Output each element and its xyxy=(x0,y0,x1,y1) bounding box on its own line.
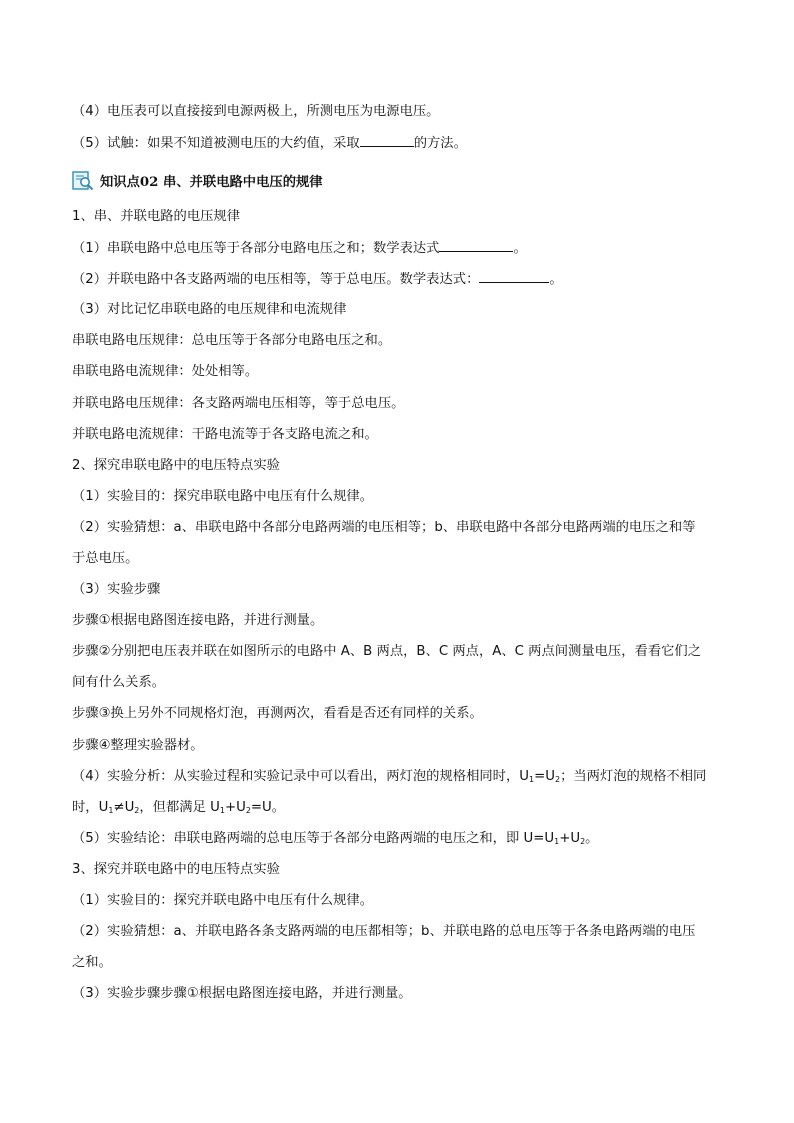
section1-item-2-tail: 。 xyxy=(549,272,563,287)
analysis-text-b: =U xyxy=(534,769,555,784)
subscript: 1 xyxy=(219,806,225,815)
analysis-text-c: ；当两灯泡的规格不相同 xyxy=(560,769,707,784)
section1-item-1-tail: 。 xyxy=(513,241,527,256)
analysis-text-f: ，但都满足 U xyxy=(139,800,220,815)
conclusion-text-c: 。 xyxy=(585,831,599,846)
intro-item-5-text: （5）试触：如果不知道被测电压的大约值，采取 xyxy=(72,136,360,151)
section1-item-3: （3）对比记忆串联电路的电压规律和电流规律 xyxy=(72,302,347,317)
subscript: 2 xyxy=(245,806,251,815)
section2-step-2-line2: 间有什么关系。 xyxy=(72,675,166,690)
knowledge-point-title: 知识点02 串、并联电路中电压的规律 xyxy=(100,174,323,190)
intro-item-4: （4）电压表可以直接接到电源两极上，所测电压为电源电压。 xyxy=(72,104,440,119)
knowledge-point-heading xyxy=(72,167,323,193)
analysis-text-a: （4）实验分析：从实验过程和实验记录中可以看出，两灯泡的规格相同时，U xyxy=(72,769,529,784)
section1-heading: 1、串、并联电路的电压规律 xyxy=(72,209,241,224)
rule-series-voltage: 串联电路电压规律：总电压等于各部分电路电压之和。 xyxy=(72,333,392,348)
subscript: 2 xyxy=(580,837,586,846)
magnifier-book-icon xyxy=(72,169,94,191)
intro-item-5-tail: 的方法。 xyxy=(413,136,467,151)
section3-steps: （3）实验步骤步骤①根据电路图连接电路，并进行测量。 xyxy=(72,986,412,1001)
section3-hypothesis-line2: 之和。 xyxy=(72,955,112,970)
rule-parallel-current: 并联电路电流规律：干路电流等于各支路电流之和。 xyxy=(72,427,378,442)
section1-item-1 xyxy=(72,238,724,259)
section3-heading: 3、探究并联电路中的电压特点实验 xyxy=(72,862,280,877)
section2-heading: 2、探究串联电路中的电压特点实验 xyxy=(72,458,280,473)
analysis-text-e: ≠U xyxy=(113,800,135,815)
analysis-text-d: 时，U xyxy=(72,800,109,815)
section2-analysis-line2 xyxy=(72,798,724,821)
subscript: 2 xyxy=(554,775,561,784)
section1-item-2-text: （2）并联电路中各支路两端的电压相等，等于总电压。数学表达式： xyxy=(72,272,480,287)
section1-item-2 xyxy=(72,269,724,290)
subscript: 1 xyxy=(529,775,535,784)
subscript: 2 xyxy=(134,806,140,815)
section2-step-2-line1: 步骤②分别把电压表并联在如图所示的电路中 A、B 两点，B、C 两点，A、C 两点间测量电压，看看它们之 xyxy=(72,644,702,659)
subscript: 1 xyxy=(108,806,114,815)
section2-step-4: 步骤④整理实验器材。 xyxy=(72,738,204,753)
section2-analysis-line1 xyxy=(72,767,724,790)
conclusion-text-b: +U xyxy=(559,831,581,846)
section2-hypothesis-line1: （2）实验猜想：a、串联电路中各部分电路两端的电压相等；b、串联电路中各部分电路两端的电压之和等 xyxy=(72,520,696,535)
fill-blank xyxy=(439,238,513,252)
section2-purpose: （1）实验目的：探究串联电路中电压有什么规律。 xyxy=(72,489,373,504)
section2-steps-heading: （3）实验步骤 xyxy=(72,582,161,597)
section3-hypothesis-line1: （2）实验猜想：a、并联电路各条支路两端的电压都相等；b、并联电路的总电压等于各条电路两端的电压 xyxy=(72,924,696,939)
analysis-text-g: +U xyxy=(224,800,246,815)
fill-blank xyxy=(360,133,414,147)
section2-step-3: 步骤③换上另外不同规格灯泡，再测两次，看看是否还有同样的关系。 xyxy=(72,706,483,721)
rule-parallel-voltage: 并联电路电压规律：各支路两端电压相等，等于总电压。 xyxy=(72,396,405,411)
section2-hypothesis-line2: 于总电压。 xyxy=(72,551,139,566)
section1-item-1-text: （1）串联电路中总电压等于各部分电路电压之和；数学表达式 xyxy=(72,241,440,256)
section2-step-1: 步骤①根据电路图连接电路，并进行测量。 xyxy=(72,613,324,628)
rule-series-current: 串联电路电流规律：处处相等。 xyxy=(72,364,259,379)
fill-blank xyxy=(479,269,549,283)
section3-purpose: （1）实验目的：探究并联电路中电压有什么规律。 xyxy=(72,893,373,908)
intro-item-5 xyxy=(72,133,724,154)
section2-conclusion xyxy=(72,829,724,852)
conclusion-text-a: （5）实验结论：串联电路两端的总电压等于各部分电路两端的电压之和，即 U=U xyxy=(72,831,555,846)
analysis-text-h: =U。 xyxy=(250,800,286,815)
subscript: 1 xyxy=(554,837,560,846)
